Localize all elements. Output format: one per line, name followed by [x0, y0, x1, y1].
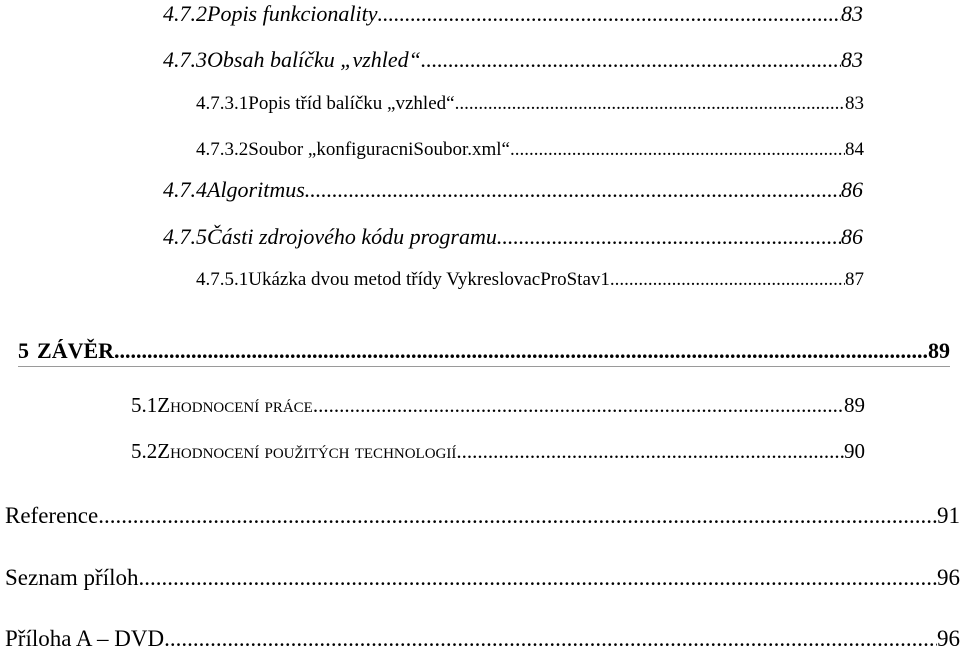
toc-entry-title: Popis tříd balíčku „vzhled“: [248, 93, 455, 114]
toc-entry-title: Části zdrojového kódu programu: [207, 224, 497, 249]
toc-entry-number: 4.7.3: [163, 47, 207, 72]
toc-entry-title: Soubor „konfiguracniSoubor.xml“: [248, 139, 510, 160]
toc-entry-page: 89: [844, 393, 865, 417]
toc-entry-page: 83: [841, 1, 863, 26]
toc-entry[interactable]: [196, 269, 864, 291]
toc-entry-title: Zhodnocení práce: [157, 393, 313, 417]
toc-entry[interactable]: [163, 1, 863, 27]
toc-entry[interactable]: [131, 393, 865, 418]
toc-entry-page: 83: [845, 93, 864, 114]
toc-entry-page: 90: [844, 439, 865, 463]
dot-leader: [114, 338, 928, 364]
toc-entry-page: 84: [845, 139, 864, 160]
toc-entry-number: 4.7.3.2: [196, 139, 249, 160]
toc-entry-title: Reference: [5, 503, 99, 528]
toc-entry[interactable]: [196, 139, 864, 161]
dot-leader: [98, 503, 937, 529]
dot-leader: [305, 177, 841, 203]
toc-entry-page: 83: [841, 47, 863, 72]
toc-entry-title: Ukázka dvou metod třídy VykreslovacProStav1: [248, 269, 610, 290]
toc-entry-page: 96: [937, 626, 960, 651]
toc-entry-title: Obsah balíčku „vzhled“: [207, 47, 421, 72]
dot-leader: [456, 439, 844, 464]
toc-entry-title: Popis funkcionality: [207, 1, 378, 26]
toc-entry[interactable]: [5, 565, 960, 591]
toc-entry-page: 96: [937, 565, 960, 590]
toc-entry-page: 87: [845, 269, 864, 290]
toc-entry[interactable]: [131, 439, 865, 464]
toc-entry-number: 4.7.3.1: [196, 93, 249, 114]
toc-entry-page: 86: [841, 177, 863, 202]
toc-entry-number: 4.7.5: [163, 224, 207, 249]
toc-entry[interactable]: [163, 177, 863, 203]
toc-entry-number: 5: [18, 338, 29, 363]
toc-entry-page: 91: [937, 503, 960, 528]
dot-leader: [421, 47, 841, 73]
chapter-underline: [18, 366, 950, 367]
dot-leader: [313, 393, 844, 418]
toc-entry-page: 86: [841, 224, 863, 249]
toc-entry[interactable]: [163, 224, 863, 250]
toc-entry-number: 4.7.2: [163, 1, 207, 26]
dot-leader: [377, 1, 841, 27]
dot-leader: [497, 224, 841, 250]
toc-chapter-entry[interactable]: [18, 338, 950, 364]
dot-leader: [510, 139, 845, 161]
toc-entry-number: 4.7.4: [163, 177, 207, 202]
toc-entry-title: ZÁVĚR: [37, 338, 115, 363]
toc-entry[interactable]: [163, 47, 863, 73]
toc-entry-page: 89: [928, 338, 950, 363]
toc-entry[interactable]: [196, 93, 864, 115]
toc-entry-title: Zhodnocení použitých technologií: [157, 439, 457, 463]
dot-leader: [164, 626, 937, 652]
toc-entry-number: 5.2: [131, 439, 158, 463]
dot-leader: [455, 93, 845, 115]
toc-entry-title: Příloha A – DVD: [5, 626, 165, 651]
dot-leader: [610, 269, 845, 291]
toc-entry-number: 5.1: [131, 393, 158, 417]
toc-entry[interactable]: [5, 626, 960, 652]
toc-entry[interactable]: [5, 503, 960, 529]
toc-entry-title: Algoritmus: [207, 177, 305, 202]
dot-leader: [139, 565, 938, 591]
toc-entry-number: 4.7.5.1: [196, 269, 249, 290]
toc-entry-title: Seznam příloh: [5, 565, 139, 590]
